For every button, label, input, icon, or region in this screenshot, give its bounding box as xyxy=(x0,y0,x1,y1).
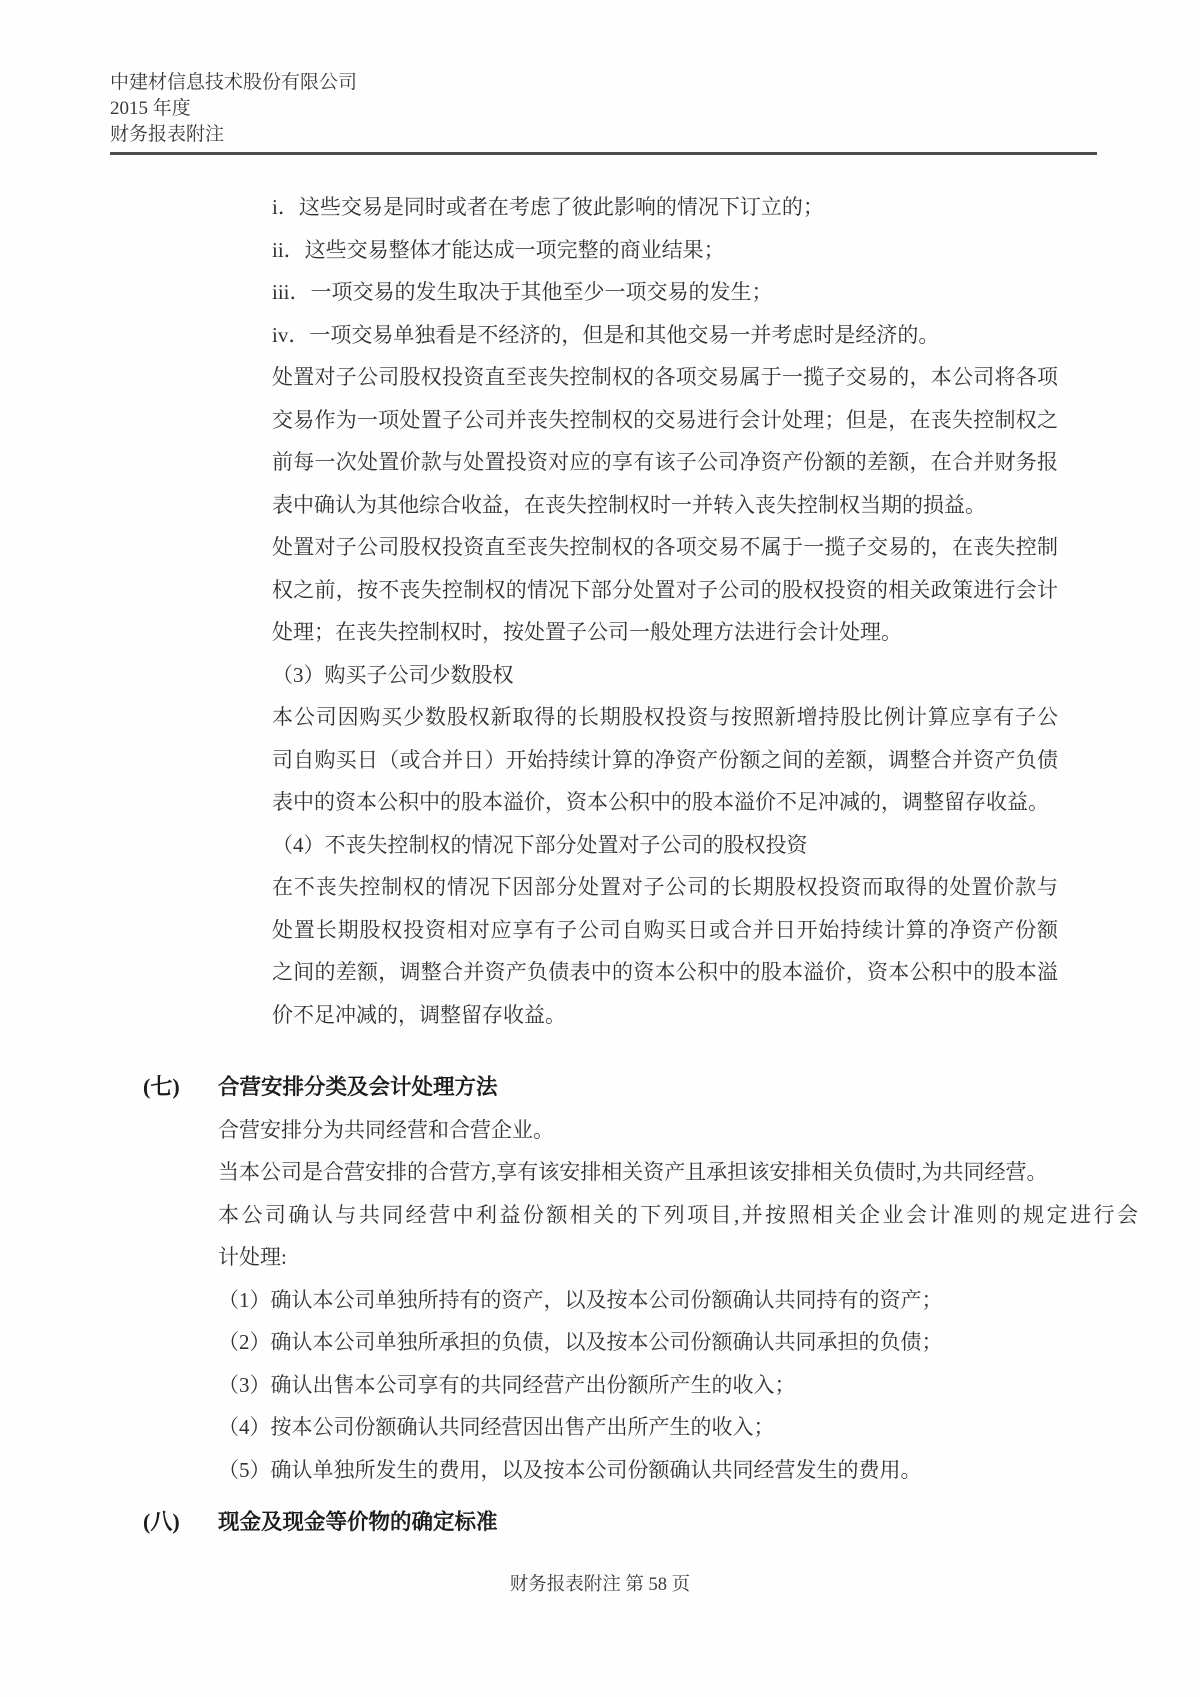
text-line: 计处理: xyxy=(218,1245,287,1269)
text-line: 表中确认为其他综合收益，在丧失控制权时一并转入丧失控制权当期的损益。 xyxy=(272,492,986,517)
section-7-body xyxy=(218,1109,1138,1492)
accounting-policy-text xyxy=(272,186,1058,1036)
text-line: （5）确认单独所发生的费用，以及按本公司份额确认共同经营发生的费用。 xyxy=(218,1457,922,1482)
subsidiary-disposal-paragraphs xyxy=(272,356,1058,1036)
fiscal-year: 2015 年度 xyxy=(110,98,191,119)
text-line: （4）按本公司份额确认共同经营因出售产出所产生的收入； xyxy=(218,1415,775,1439)
text-line: 当本公司是合营安排的合营方,享有该安排相关资产且承担该安排相关负债时,为共同经营。 xyxy=(218,1160,1048,1184)
text-line: 合营安排分为共同经营和合营企业。 xyxy=(218,1117,554,1142)
text-line: ii．这些交易整体才能达成一项完整的商业结果； xyxy=(272,237,725,262)
text-line: 在不丧失控制权的情况下因部分处置对子公司的长期股权投资而取得的处置价款与 xyxy=(272,875,1058,899)
text-line: 处置长期股权投资相对应享有子公司自购买日或合并日开始持续计算的净资产份额 xyxy=(272,917,1058,942)
text-line: i．这些交易是同时或者在考虑了彼此影响的情况下订立的； xyxy=(272,195,824,219)
text-line: 表中的资本公积中的股本溢价，资本公积中的股本溢价不足冲减的，调整留存收益。 xyxy=(272,790,1049,814)
text-line: （3）购买子公司少数股权 xyxy=(272,662,514,687)
header-divider xyxy=(110,152,1097,155)
section-8-title: 现金及现金等价物的确定标准 xyxy=(218,1510,498,1534)
text-line: （2）确认本公司单独所承担的负债，以及按本公司份额确认共同承担的负债； xyxy=(218,1330,943,1354)
document-header xyxy=(110,70,357,148)
section-7-label: (七) xyxy=(143,1074,180,1099)
text-line: 处置对子公司股权投资直至丧失控制权的各项交易属于一揽子交易的，本公司将各项 xyxy=(272,365,1058,389)
text-line: （4）不丧失控制权的情况下部分处置对子公司的股权投资 xyxy=(272,832,808,857)
text-line: 交易作为一项处置子公司并丧失控制权的交易进行会计处理；但是，在丧失控制权之 xyxy=(272,407,1058,432)
text-line: 处理；在丧失控制权时，按处置子公司一般处理方法进行会计处理。 xyxy=(272,620,902,644)
section-8-label: (八) xyxy=(143,1509,180,1534)
text-line: 司自购买日（或合并日）开始持续计算的净资产份额之间的差额，调整合并资产负债 xyxy=(272,747,1058,772)
page-footer: 财务报表附注 第 58 页 xyxy=(509,1575,691,1595)
text-line: 本公司确认与共同经营中利益份额相关的下列项目,并按照相关企业会计准则的规定进行会 xyxy=(218,1202,1138,1227)
bundled-transaction-criteria-list xyxy=(272,186,1058,356)
company-name: 中建材信息技术股份有限公司 xyxy=(110,72,358,93)
text-line: （3）确认出售本公司享有的共同经营产出份额所产生的收入； xyxy=(218,1372,796,1397)
text-line: 处置对子公司股权投资直至丧失控制权的各项交易不属于一揽子交易的，在丧失控制 xyxy=(272,535,1058,559)
text-line: （1）确认本公司单独所持有的资产，以及按本公司份额确认共同持有的资产； xyxy=(218,1287,943,1312)
text-line: iii．一项交易的发生取决于其他至少一项交易的发生； xyxy=(272,280,773,304)
text-line: 本公司因购买少数股权新取得的长期股权投资与按照新增持股比例计算应享有子公 xyxy=(272,705,1058,729)
section-joint-arrangements xyxy=(0,1066,1200,1491)
text-line: 之间的差额，调整合并资产负债表中的资本公积中的股本溢价，资本公积中的股本溢 xyxy=(272,960,1058,984)
text-line: 前每一次处置价款与处置投资对应的享有该子公司净资产份额的差额，在合并财务报 xyxy=(272,450,1058,474)
doc-title: 财务报表附注 xyxy=(110,124,225,145)
text-line: 价不足冲减的，调整留存收益。 xyxy=(272,1002,566,1027)
section-7-title: 合营安排分类及会计处理方法 xyxy=(218,1075,498,1099)
section-cash-equivalents xyxy=(0,1501,1200,1544)
text-line: iv．一项交易单独看是不经济的，但是和其他交易一并考虑时是经济的。 xyxy=(272,322,940,347)
text-line: 权之前，按不丧失控制权的情况下部分处置对子公司的股权投资的相关政策进行会计 xyxy=(272,577,1058,602)
